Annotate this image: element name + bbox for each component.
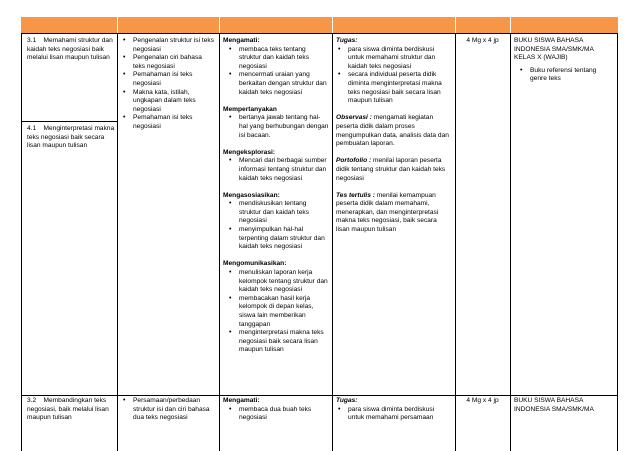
section-heading: Mengasosiasikan: [223,191,280,199]
pembelajaran-cell [223,37,329,355]
materi-cell [121,37,215,132]
list-item: • menuliskan laporan kerja kelompok tentang struktur dan kaidah teks negosiasi [227,269,329,295]
observasi-text: Observasi : mengamati kegiatan peserta didik dalam proses mengumpulkan data, analisis data dan pembuatan laporan. [336,114,449,148]
section-heading: Mengamati: [223,397,260,404]
column-divider [219,33,220,451]
penilaian-cell [336,397,452,423]
materi-cell [121,397,215,423]
kd-number: 3.2 [27,397,37,404]
column-divider [510,33,511,451]
table-header-row [21,17,618,33]
list-item: • para siswa diminta berdiskusi untuk memahami struktur dan kaidah teks negosiasi [336,46,452,72]
section-heading: Mengeksplorasi: [223,148,276,156]
list-item: • menginterpretasi makna teks negosiasi baik secara lisan maupun tulisan [227,329,329,355]
list-item: • Pengenalan struktur isi teks negosiasi [121,37,215,54]
sumber-cell [514,37,614,84]
syllabus-table [21,17,618,451]
section-heading: Tugas: [336,397,358,404]
kd-text: Membandingkan teks negosiasi, baik melalui lisan maupun tulisan [27,397,109,422]
list-item: • bertanya jawab tentang hal-hal yang berhubungan dengan isi bacaan. [227,114,329,140]
list-item: • menyimpulkan hal-hal terpenting dalam struktur dan kaidah teks negosiasi [227,226,329,252]
list-item: • Pemahaman isi teks negosiasi [121,71,215,88]
kd-text: Memahami struktur dan kaidah teks negosiasi baik melalui lisan maupun tulisan [27,37,113,62]
list-item: • Makna kata, istilah, ungkapan dalam teks negosiasi [121,89,215,115]
section-heading: Mempertanyakan [223,105,277,113]
section-heading: Mengamati: [223,37,260,44]
sumber-text: BUKU SISWA BAHASA INDONESIA SMA/SMK/MA [514,397,594,413]
row-divider [21,121,117,122]
alokasi-waktu: 4 Mg x 4 jp [466,397,499,404]
kd-3-1 [27,37,115,63]
list-item: • Mencari dari berbagai sumber informasi tentang struktur dan kaidah teks negosiasi [227,157,329,183]
pembelajaran-cell [223,397,329,423]
list-item: • Buku referensi tentang genre teks [518,67,614,84]
kd-3-2 [27,397,115,423]
list-item: • secara individual peserta didik diminta menginterpretasi makna teks negosiasi baik secara lisan maupun tulisan [336,71,452,105]
table-border [617,33,618,451]
kd-4-1 [27,125,115,151]
list-item: • para siswa diminta berdiskusi untuk memahami persamaan [336,406,452,423]
tes-text: Tes tertulis : menilai kemampuan peserta didik dalam memahami, menerapkan, dan menginterpretasi makna teks negosiasi, baik secara lisan maupun tulisan [336,191,439,234]
column-divider [332,33,333,451]
list-item: • Persamaan/perbedaan struktur isi dan ciri bahasa dua teks negosiasi [121,397,215,423]
list-item: • mencermati uraian yang berkaitan dengan struktur dan kaidah teks negosiasi [227,71,329,97]
kd-number: 3.1 [27,37,37,44]
kd-number: 4.1 [27,125,37,132]
alokasi-waktu: 4 Mg x 4 jp [466,37,499,44]
section-heading: Tugas: [336,37,358,44]
portofolio-text: Portofolio : menilai laporan peserta didik tentang struktur dan kaidah teks negosiasi [336,157,446,182]
kd-text: Menginterpretasi makna teks negosiasi baik secara lisan maupun tulisan [27,125,115,150]
table-border [21,33,22,451]
column-divider [117,33,118,451]
row-divider [21,33,618,34]
sumber-cell [514,397,614,414]
column-divider [455,33,456,451]
list-item: • membaca teks tentang struktur dan kaidah teks negosiasi [227,46,329,72]
list-item: • membacakan hasil kerja kelompok di depan kelas, siswa lain memberikan tanggapan [227,295,329,329]
list-item: • mendiskusikan tentang struktur dan kaidah teks negosiasi [227,200,329,226]
list-item: • membaca dua buah teks negosiasi [227,406,329,423]
list-item: • Pemahaman isi teks negosiasi [121,114,215,131]
row-divider [21,395,618,396]
section-heading: Mengomunikasikan: [223,260,287,268]
sumber-text: BUKU SISWA BAHASA INDONESIA SMA/SMK/MA KELAS X (WAJIB) [514,37,594,62]
penilaian-cell [336,37,452,235]
list-item: • Pengenalan ciri bahasa teks negosiasi [121,54,215,71]
